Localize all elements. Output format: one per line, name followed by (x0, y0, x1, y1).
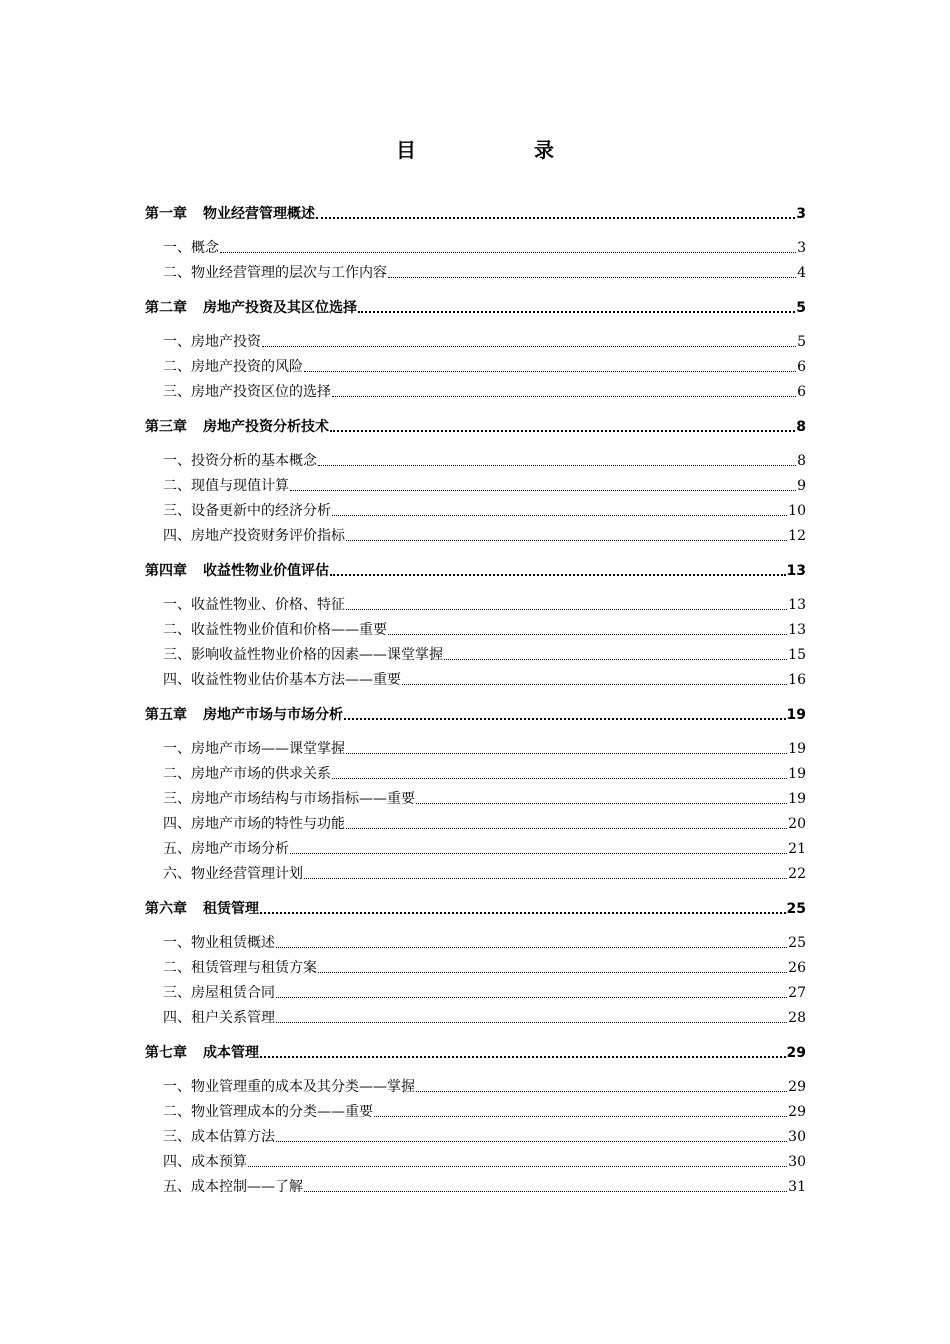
toc-section-entry[interactable] (163, 619, 806, 641)
toc-entry-label (163, 957, 317, 979)
dot-leader (318, 971, 787, 973)
entry-title: 三、房地产投资区位的选择 (163, 384, 331, 400)
dot-leader (276, 996, 787, 998)
page-number: 8 (797, 453, 806, 469)
toc-chapter-entry[interactable] (145, 416, 806, 438)
toc-section-entry[interactable] (163, 1101, 806, 1123)
entry-title: 二、物业管理成本的分类——重要 (163, 1104, 373, 1120)
dot-leader (330, 429, 795, 432)
toc-section-entry[interactable] (163, 763, 806, 785)
toc-entry-label (163, 356, 303, 378)
toc-section-entry[interactable] (163, 982, 806, 1004)
entry-title: 四、收益性物业估价基本方法——重要 (163, 672, 401, 688)
entry-title: 三、房地产市场结构与市场指标——重要 (163, 791, 415, 807)
dot-leader (260, 911, 786, 914)
dot-leader (304, 877, 787, 879)
toc-entry-label (163, 838, 289, 860)
page-number: 10 (788, 503, 806, 519)
toc-chapter-entry[interactable] (145, 704, 806, 726)
entry-title: 租赁管理 (203, 901, 259, 917)
toc-entry-label (163, 237, 219, 259)
entry-title: 一、物业管理重的成本及其分类——掌握 (163, 1079, 415, 1095)
page-number: 29 (788, 1079, 806, 1095)
toc-entry-label (163, 1151, 247, 1173)
entry-title: 一、收益性物业、价格、特征 (163, 597, 345, 613)
toc-chapter-entry[interactable] (145, 898, 806, 920)
toc-section-entry[interactable] (163, 813, 806, 835)
toc-section-entry[interactable] (163, 1176, 806, 1198)
toc-section-entry[interactable] (163, 644, 806, 666)
chapter-number: 第一章 (145, 206, 187, 222)
page-number: 27 (788, 985, 806, 1001)
toc-entry-label (163, 932, 275, 954)
dot-leader (416, 1090, 787, 1092)
entry-title: 六、物业经营管理计划 (163, 866, 303, 882)
dot-leader (262, 345, 796, 347)
toc-entry-label (163, 813, 345, 835)
toc-entry-label (145, 704, 343, 726)
toc-entry-label (145, 203, 315, 225)
entry-title: 二、房地产投资的风险 (163, 359, 303, 375)
toc-section-entry[interactable] (163, 356, 806, 378)
page-number: 26 (788, 960, 806, 976)
page-number: 12 (788, 528, 806, 544)
entry-title: 二、物业经营管理的层次与工作内容 (163, 265, 387, 281)
dot-leader (346, 752, 787, 754)
entry-title: 一、房地产投资 (163, 334, 261, 350)
entry-title: 一、房地产市场——课堂掌握 (163, 741, 345, 757)
toc-entry-label (163, 1101, 373, 1123)
dot-leader (344, 717, 786, 720)
entry-title: 二、收益性物业价值和价格——重要 (163, 622, 387, 638)
dot-leader (318, 464, 796, 466)
toc-section-entry[interactable] (163, 525, 806, 547)
toc-entry-label (163, 863, 303, 885)
toc-entry-label (163, 594, 345, 616)
page-number: 31 (788, 1179, 806, 1195)
page-number: 16 (788, 672, 806, 688)
entry-title: 一、投资分析的基本概念 (163, 453, 317, 469)
toc-entry-label (145, 297, 357, 319)
toc-section-entry[interactable] (163, 957, 806, 979)
page-number: 25 (786, 901, 806, 917)
dot-leader (276, 946, 787, 948)
toc-section-entry[interactable] (163, 500, 806, 522)
toc-entry-label (163, 450, 317, 472)
dot-leader (304, 370, 796, 372)
toc-section-entry[interactable] (163, 1126, 806, 1148)
dot-leader (346, 608, 787, 610)
toc-entry-label (163, 500, 331, 522)
toc-section-entry[interactable] (163, 1076, 806, 1098)
entry-title: 房地产投资分析技术 (203, 419, 329, 435)
toc-entry-label (163, 1076, 415, 1098)
toc-section-entry[interactable] (163, 932, 806, 954)
page-number: 19 (788, 791, 806, 807)
toc-section-entry[interactable] (163, 788, 806, 810)
dot-leader (290, 489, 796, 491)
entry-title: 四、成本预算 (163, 1154, 247, 1170)
toc-section-entry[interactable] (163, 1007, 806, 1029)
dot-leader (220, 251, 796, 253)
page-number: 21 (788, 841, 806, 857)
toc-entry-label (163, 982, 275, 1004)
dot-leader (316, 216, 795, 219)
toc-section-entry[interactable] (163, 669, 806, 691)
toc-section-entry[interactable] (163, 863, 806, 885)
toc-section-entry[interactable] (163, 838, 806, 860)
toc-entry-label (163, 619, 387, 641)
entry-title: 五、成本控制——了解 (163, 1179, 303, 1195)
toc-entry-label (145, 560, 329, 582)
page-title (0, 134, 950, 163)
page-number: 29 (788, 1104, 806, 1120)
page-number: 5 (796, 300, 806, 316)
toc-entry-label (145, 1042, 259, 1064)
chapter-number: 第四章 (145, 563, 187, 579)
dot-leader (304, 1190, 787, 1192)
entry-title: 物业经营管理概述 (203, 206, 315, 222)
toc-entry-label (163, 1007, 275, 1029)
entry-title: 二、租赁管理与租赁方案 (163, 960, 317, 976)
dot-leader (276, 1021, 787, 1023)
page-number: 25 (788, 935, 806, 951)
toc-chapter-entry[interactable] (145, 297, 806, 319)
dot-leader (358, 310, 795, 313)
chapter-number: 第七章 (145, 1045, 187, 1061)
entry-title: 二、房地产市场的供求关系 (163, 766, 331, 782)
page-number: 29 (786, 1045, 806, 1061)
dot-leader (332, 514, 787, 516)
toc-entry-label (163, 475, 289, 497)
page-number: 3 (796, 206, 806, 222)
toc-entry-label (145, 898, 259, 920)
dot-leader (388, 276, 796, 278)
dot-leader (332, 395, 796, 397)
toc-entry-label (163, 669, 401, 691)
page-number: 22 (788, 866, 806, 882)
chapter-number: 第五章 (145, 707, 187, 723)
toc-entry-label (163, 1176, 303, 1198)
toc-section-entry[interactable] (163, 475, 806, 497)
toc-entry-label (163, 788, 415, 810)
page-number: 13 (786, 563, 806, 579)
page-number: 13 (788, 597, 806, 613)
entry-title: 收益性物业价值评估 (203, 563, 329, 579)
entry-title: 一、概念 (163, 240, 219, 256)
entry-title: 四、租户关系管理 (163, 1010, 275, 1026)
page-number: 8 (796, 419, 806, 435)
entry-title: 一、物业租赁概述 (163, 935, 275, 951)
toc-entry-label (163, 738, 345, 760)
page-number: 15 (788, 647, 806, 663)
toc-chapter-entry[interactable] (145, 1042, 806, 1064)
toc-section-entry[interactable] (163, 450, 806, 472)
dot-leader (276, 1140, 787, 1142)
toc-chapter-entry[interactable] (145, 203, 806, 225)
toc-entry-label (163, 763, 331, 785)
toc-entry-label (163, 262, 387, 284)
toc-section-entry[interactable] (163, 381, 806, 403)
page-number: 19 (788, 741, 806, 757)
entry-title: 三、设备更新中的经济分析 (163, 503, 331, 519)
dot-leader (346, 539, 787, 541)
dot-leader (416, 802, 787, 804)
page-number: 6 (797, 359, 806, 375)
entry-title: 房地产投资及其区位选择 (203, 300, 357, 316)
toc-section-entry[interactable] (163, 331, 806, 353)
dot-leader (290, 852, 787, 854)
page-number: 28 (788, 1010, 806, 1026)
toc-entry-label (163, 381, 331, 403)
page-number: 19 (788, 766, 806, 782)
dot-leader (402, 683, 787, 685)
toc-section-entry[interactable] (163, 594, 806, 616)
entry-title: 二、现值与现值计算 (163, 478, 289, 494)
page-number: 6 (797, 384, 806, 400)
entry-title: 三、房屋租赁合同 (163, 985, 275, 1001)
chapter-number: 第二章 (145, 300, 187, 316)
entry-title: 四、房地产市场的特性与功能 (163, 816, 345, 832)
dot-leader (248, 1165, 787, 1167)
entry-title: 四、房地产投资财务评价指标 (163, 528, 345, 544)
page-number: 30 (788, 1129, 806, 1145)
entry-title: 房地产市场与市场分析 (203, 707, 343, 723)
toc-entry-label (163, 1126, 275, 1148)
page-number: 5 (797, 334, 806, 350)
page-number: 30 (788, 1154, 806, 1170)
dot-leader (346, 827, 787, 829)
dot-leader (374, 1115, 787, 1117)
toc-section-entry[interactable] (163, 262, 806, 284)
page-number: 3 (797, 240, 806, 256)
toc-entry-label (163, 331, 261, 353)
entry-title: 成本管理 (203, 1045, 259, 1061)
dot-leader (330, 573, 786, 576)
toc-section-entry[interactable] (163, 237, 806, 259)
dot-leader (260, 1055, 786, 1058)
toc-entry-label (163, 525, 345, 547)
toc-section-entry[interactable] (163, 738, 806, 760)
page-number: 9 (797, 478, 806, 494)
chapter-number: 第六章 (145, 901, 187, 917)
entry-title: 五、房地产市场分析 (163, 841, 289, 857)
dot-leader (444, 658, 787, 660)
dot-leader (332, 777, 787, 779)
toc-section-entry[interactable] (163, 1151, 806, 1173)
title-char-right: 录 (534, 138, 554, 162)
page-number: 4 (797, 265, 806, 281)
page-number: 13 (788, 622, 806, 638)
chapter-number: 第三章 (145, 419, 187, 435)
entry-title: 三、影响收益性物业价格的因素——课堂掌握 (163, 647, 443, 663)
toc-chapter-entry[interactable] (145, 560, 806, 582)
title-char-left: 目 (396, 138, 416, 162)
toc-entry-label (145, 416, 329, 438)
entry-title: 三、成本估算方法 (163, 1129, 275, 1145)
toc-entry-label (163, 644, 443, 666)
dot-leader (388, 633, 787, 635)
page-number: 20 (788, 816, 806, 832)
page-number: 19 (786, 707, 806, 723)
